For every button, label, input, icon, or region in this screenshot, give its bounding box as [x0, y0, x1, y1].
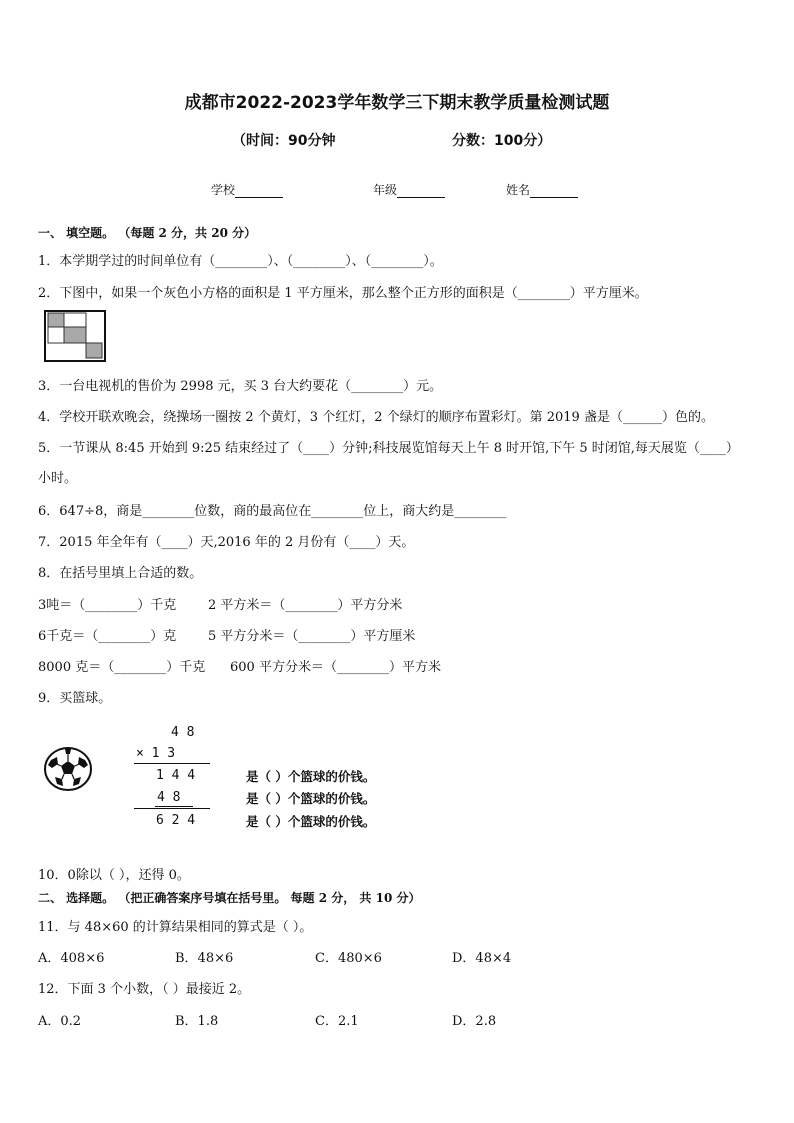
question-9: 9．买篮球。 — [38, 691, 112, 706]
calc-answer-3: 是（ ）个篮球的价钱。 — [246, 814, 376, 829]
calc-partial-1: 1 4 4 — [156, 768, 196, 783]
soccer-ball-icon — [43, 746, 93, 792]
calc-answer-1: 是（ ）个篮球的价钱。 — [246, 769, 376, 784]
question-10: 10．0除以（ ），还得 0。 — [38, 868, 190, 883]
exam-score: 分数：100分） — [452, 133, 552, 149]
name-blank — [530, 185, 578, 198]
name-label: 姓名 — [506, 183, 531, 197]
question-7: 7．2015 年全年有（____）天,2016 年的 2 月份有（____）天。 — [38, 535, 415, 550]
section-2-title: 二、 选择题。 （把正确答案序号填在括号里。 每题 2 分， 共 10 分） — [38, 891, 421, 905]
gray-cell-2 — [64, 327, 86, 343]
gray-square-figure — [44, 310, 106, 362]
question-5-continued: 小时。 — [38, 471, 78, 486]
grade-label: 年级 — [373, 183, 398, 197]
grade-blank — [397, 185, 445, 198]
q8-row1-left: 3吨＝（________）千克 — [38, 598, 177, 613]
q12-option-d: D．2.8 — [452, 1014, 497, 1029]
question-4: 4．学校开联欢晚会，绕操场一圈按 2 个黄灯，3 个红灯，2 个绿灯的顺序布置彩灯。第 2019 盏是（______）色的。 — [38, 410, 714, 425]
calc-multiplicand: 4 8 — [171, 725, 195, 740]
grade-field — [373, 181, 445, 198]
q11-option-c: C．480×6 — [315, 951, 382, 966]
question-12: 12．下面 3 个小数，（ ）最接近 2。 — [38, 982, 251, 997]
q11-option-b: B．48×6 — [175, 951, 234, 966]
question-1: 1．本学期学过的时间单位有（________）、（________）、（________）。 — [38, 254, 443, 269]
q8-row1-right: 2 平方米＝（________）平方分米 — [208, 598, 403, 613]
question-3: 3．一台电视机的售价为 2998 元，买 3 台大约要花（________）元。 — [38, 379, 443, 394]
school-field — [211, 181, 283, 198]
page-title: 成都市2022-2023学年数学三下期末教学质量检测试题 — [184, 93, 610, 113]
section-1-title: 一、 填空题。 （每题 2 分，共 20 分） — [38, 226, 257, 240]
q8-row3-left: 8000 克＝（________）千克 — [38, 660, 206, 675]
q11-option-a: A．408×6 — [38, 951, 105, 966]
question-11: 11．与 48×60 的计算结果相同的算式是（ ）。 — [38, 920, 313, 935]
calc-multiplier: × 1 3 — [136, 746, 176, 761]
calc-answer-2: 是（ ）个篮球的价钱。 — [246, 791, 376, 806]
school-blank — [235, 185, 283, 198]
calc-partial-2: 4 8 — [157, 790, 181, 805]
question-6: 6．647÷8，商是________位数，商的最高位在________位上，商大约是________ — [38, 504, 507, 519]
school-label: 学校 — [211, 183, 236, 197]
calc-line-2 — [134, 808, 210, 809]
q12-option-a: A．0.2 — [38, 1014, 82, 1029]
calc-product: 6 2 4 — [156, 813, 196, 828]
q12-option-b: B．1.8 — [175, 1014, 219, 1029]
gray-cell-1 — [48, 313, 64, 327]
calc-line-1 — [134, 763, 210, 764]
gray-cell-3 — [86, 343, 102, 358]
q8-row2-left: 6千克＝（________）克 — [38, 629, 177, 644]
calc-partial-underline — [155, 806, 193, 807]
exam-time: （时间：90分钟 — [232, 133, 336, 149]
q8-row3-right: 600 平方分米＝（________）平方米 — [230, 660, 441, 675]
question-5: 5．一节课从 8:45 开始到 9:25 结束经过了（____）分钟;科技展览馆每天上午 8 时开馆,下午 5 时闭馆,每天展览（____） — [38, 441, 739, 456]
question-2: 2．下图中，如果一个灰色小方格的面积是 1 平方厘米，那么整个正方形的面积是（________）平方厘米。 — [38, 286, 648, 301]
q12-option-c: C．2.1 — [315, 1014, 359, 1029]
q8-row2-right: 5 平方分米＝（________）平方厘米 — [208, 629, 416, 644]
question-8: 8．在括号里填上合适的数。 — [38, 566, 203, 581]
q11-option-d: D．48×4 — [452, 951, 512, 966]
name-field — [506, 181, 578, 198]
